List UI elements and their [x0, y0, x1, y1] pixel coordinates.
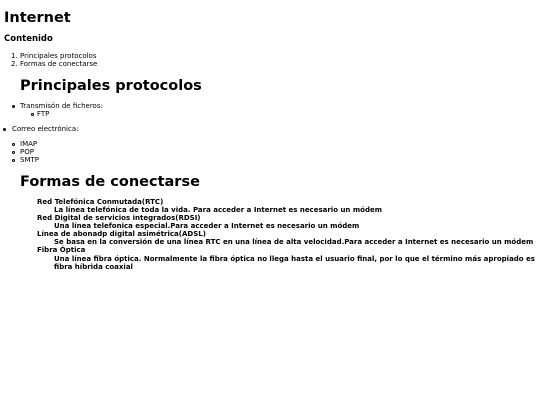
toc-heading: Contenido [4, 34, 53, 44]
bullet-disc [12, 105, 15, 108]
section-heading-connections: Formas de conectarse [20, 174, 200, 190]
definition-term: Fibra Óptica [37, 246, 86, 254]
definition-description: Una línea telefonica especial.Para acceder a Internet es necesario un módem [54, 222, 360, 230]
toc-item-formas-de-conectarse[interactable]: Formas de conectarse [20, 60, 98, 68]
list-item-imap: IMAP [20, 140, 38, 148]
list-item-email: Correo electrónica: [12, 125, 79, 133]
toc-item-1-number: 1. [11, 52, 18, 60]
list-item-smtp: SMTP [20, 156, 39, 164]
bullet-disc [3, 128, 6, 131]
definition-description: Una línea fibra óptica. Normalmente la fibra óptica no llega hasta el usuario final, por lo que el término más apropiado es fibra híbrida coaxial [54, 255, 535, 271]
section-heading-protocols: Principales protocolos [20, 78, 202, 94]
toc-item-principales-protocolos[interactable]: Principales protocolos [20, 52, 97, 60]
bullet-circle [12, 159, 15, 162]
definition-term: Línea de abonadp digital asimétrica(ADSL) [37, 230, 206, 238]
toc-item-2-number: 2. [11, 60, 18, 68]
page-title: Internet [4, 10, 71, 26]
list-item-pop: POP [20, 148, 34, 156]
bullet-circle [12, 151, 15, 154]
definition-term: Red Telefónica Conmutada(RTC) [37, 198, 164, 206]
definition-description: La línea telefónica de toda la vida. Para acceder a Internet es necesario un módem [54, 206, 383, 214]
bullet-circle [31, 113, 34, 116]
definition-description: Se basa en la conversión de una línea RTC en una línea de alta velocidad.Para acceder a Internet es necesario un módem [54, 238, 534, 246]
bullet-circle [12, 143, 15, 146]
definition-term: Red Digital de servicios integrados(RDSI) [37, 214, 201, 222]
list-item-ftp: FTP [37, 110, 50, 118]
list-item-file-transfer: Transmisón de ficheros: [20, 102, 103, 110]
